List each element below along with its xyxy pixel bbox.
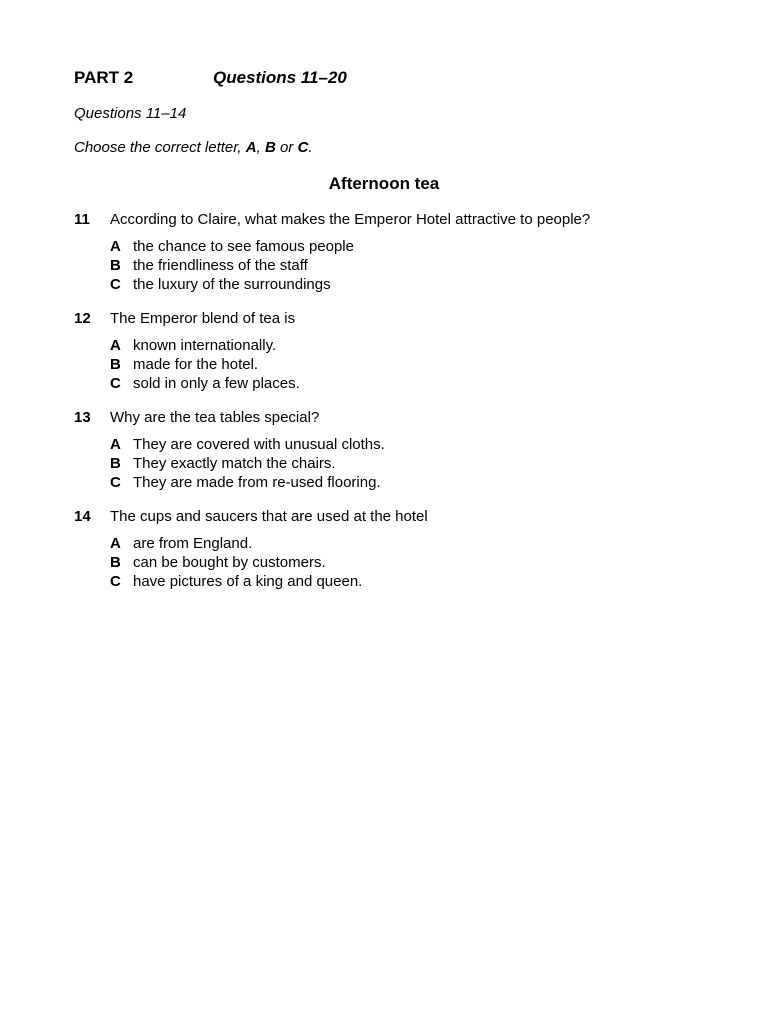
question-number: 14 bbox=[74, 508, 91, 525]
instruction-text bbox=[74, 139, 313, 156]
option-a[interactable] bbox=[110, 534, 714, 553]
option-b[interactable] bbox=[110, 355, 714, 374]
question-number: 11 bbox=[74, 211, 90, 228]
instruction-letter-b: B bbox=[264, 139, 276, 156]
option-text: known internationally. bbox=[133, 337, 277, 354]
instruction-sep-1: , bbox=[256, 139, 265, 156]
part-heading bbox=[74, 68, 347, 88]
question-11 bbox=[74, 210, 714, 294]
option-text: They are made from re-used flooring. bbox=[133, 474, 381, 491]
question-number: 12 bbox=[74, 310, 91, 327]
option-letter: C bbox=[110, 474, 121, 491]
question-number: 13 bbox=[74, 409, 91, 426]
option-text: have pictures of a king and queen. bbox=[133, 573, 363, 590]
option-b[interactable] bbox=[110, 553, 714, 572]
option-letter: C bbox=[110, 375, 121, 392]
question-group-heading: Questions 11–14 bbox=[74, 105, 187, 122]
question-text: The Emperor blend of tea is bbox=[110, 310, 296, 327]
option-a[interactable] bbox=[110, 237, 714, 256]
option-text: sold in only a few places. bbox=[133, 375, 300, 392]
option-text: the luxury of the surroundings bbox=[133, 276, 331, 293]
option-letter: A bbox=[110, 238, 121, 255]
section-title: Afternoon tea bbox=[328, 174, 440, 193]
option-letter: B bbox=[110, 356, 121, 373]
answer-options bbox=[110, 534, 714, 591]
answer-options bbox=[110, 237, 714, 294]
option-a[interactable] bbox=[110, 336, 714, 355]
part-label: PART 2 bbox=[74, 68, 134, 87]
question-text: According to Claire, what makes the Emperor Hotel attractive to people? bbox=[110, 211, 591, 228]
option-a[interactable] bbox=[110, 435, 714, 454]
instruction-letter-a: A bbox=[245, 139, 257, 156]
question-12 bbox=[74, 309, 714, 393]
option-letter: B bbox=[110, 554, 121, 571]
questions-range: Questions 11–20 bbox=[213, 68, 347, 87]
option-text: made for the hotel. bbox=[133, 356, 259, 373]
instruction-suffix: . bbox=[308, 139, 313, 156]
answer-options bbox=[110, 435, 714, 492]
option-letter: C bbox=[110, 573, 121, 590]
option-letter: C bbox=[110, 276, 121, 293]
option-text: are from England. bbox=[133, 535, 253, 552]
option-c[interactable] bbox=[110, 275, 714, 294]
option-b[interactable] bbox=[110, 256, 714, 275]
option-c[interactable] bbox=[110, 374, 714, 393]
instruction-sep-2: or bbox=[275, 139, 298, 156]
option-text: They are covered with unusual cloths. bbox=[133, 436, 385, 453]
question-text: Why are the tea tables special? bbox=[110, 409, 320, 426]
question-text: The cups and saucers that are used at the hotel bbox=[110, 508, 428, 525]
option-letter: B bbox=[110, 455, 121, 472]
option-text: can be bought by customers. bbox=[133, 554, 326, 571]
option-b[interactable] bbox=[110, 454, 714, 473]
option-text: the friendliness of the staff bbox=[133, 257, 308, 274]
option-letter: A bbox=[110, 535, 121, 552]
option-letter: A bbox=[110, 436, 121, 453]
option-text: the chance to see famous people bbox=[133, 238, 354, 255]
instruction-prefix: Choose the correct letter, bbox=[74, 139, 246, 156]
option-c[interactable] bbox=[110, 572, 714, 591]
instruction-letter-c: C bbox=[297, 139, 309, 156]
answer-options bbox=[110, 336, 714, 393]
option-letter: B bbox=[110, 257, 121, 274]
option-letter: A bbox=[110, 337, 121, 354]
option-text: They exactly match the chairs. bbox=[133, 455, 336, 472]
question-13 bbox=[74, 408, 714, 492]
question-14 bbox=[74, 507, 714, 591]
option-c[interactable] bbox=[110, 473, 714, 492]
